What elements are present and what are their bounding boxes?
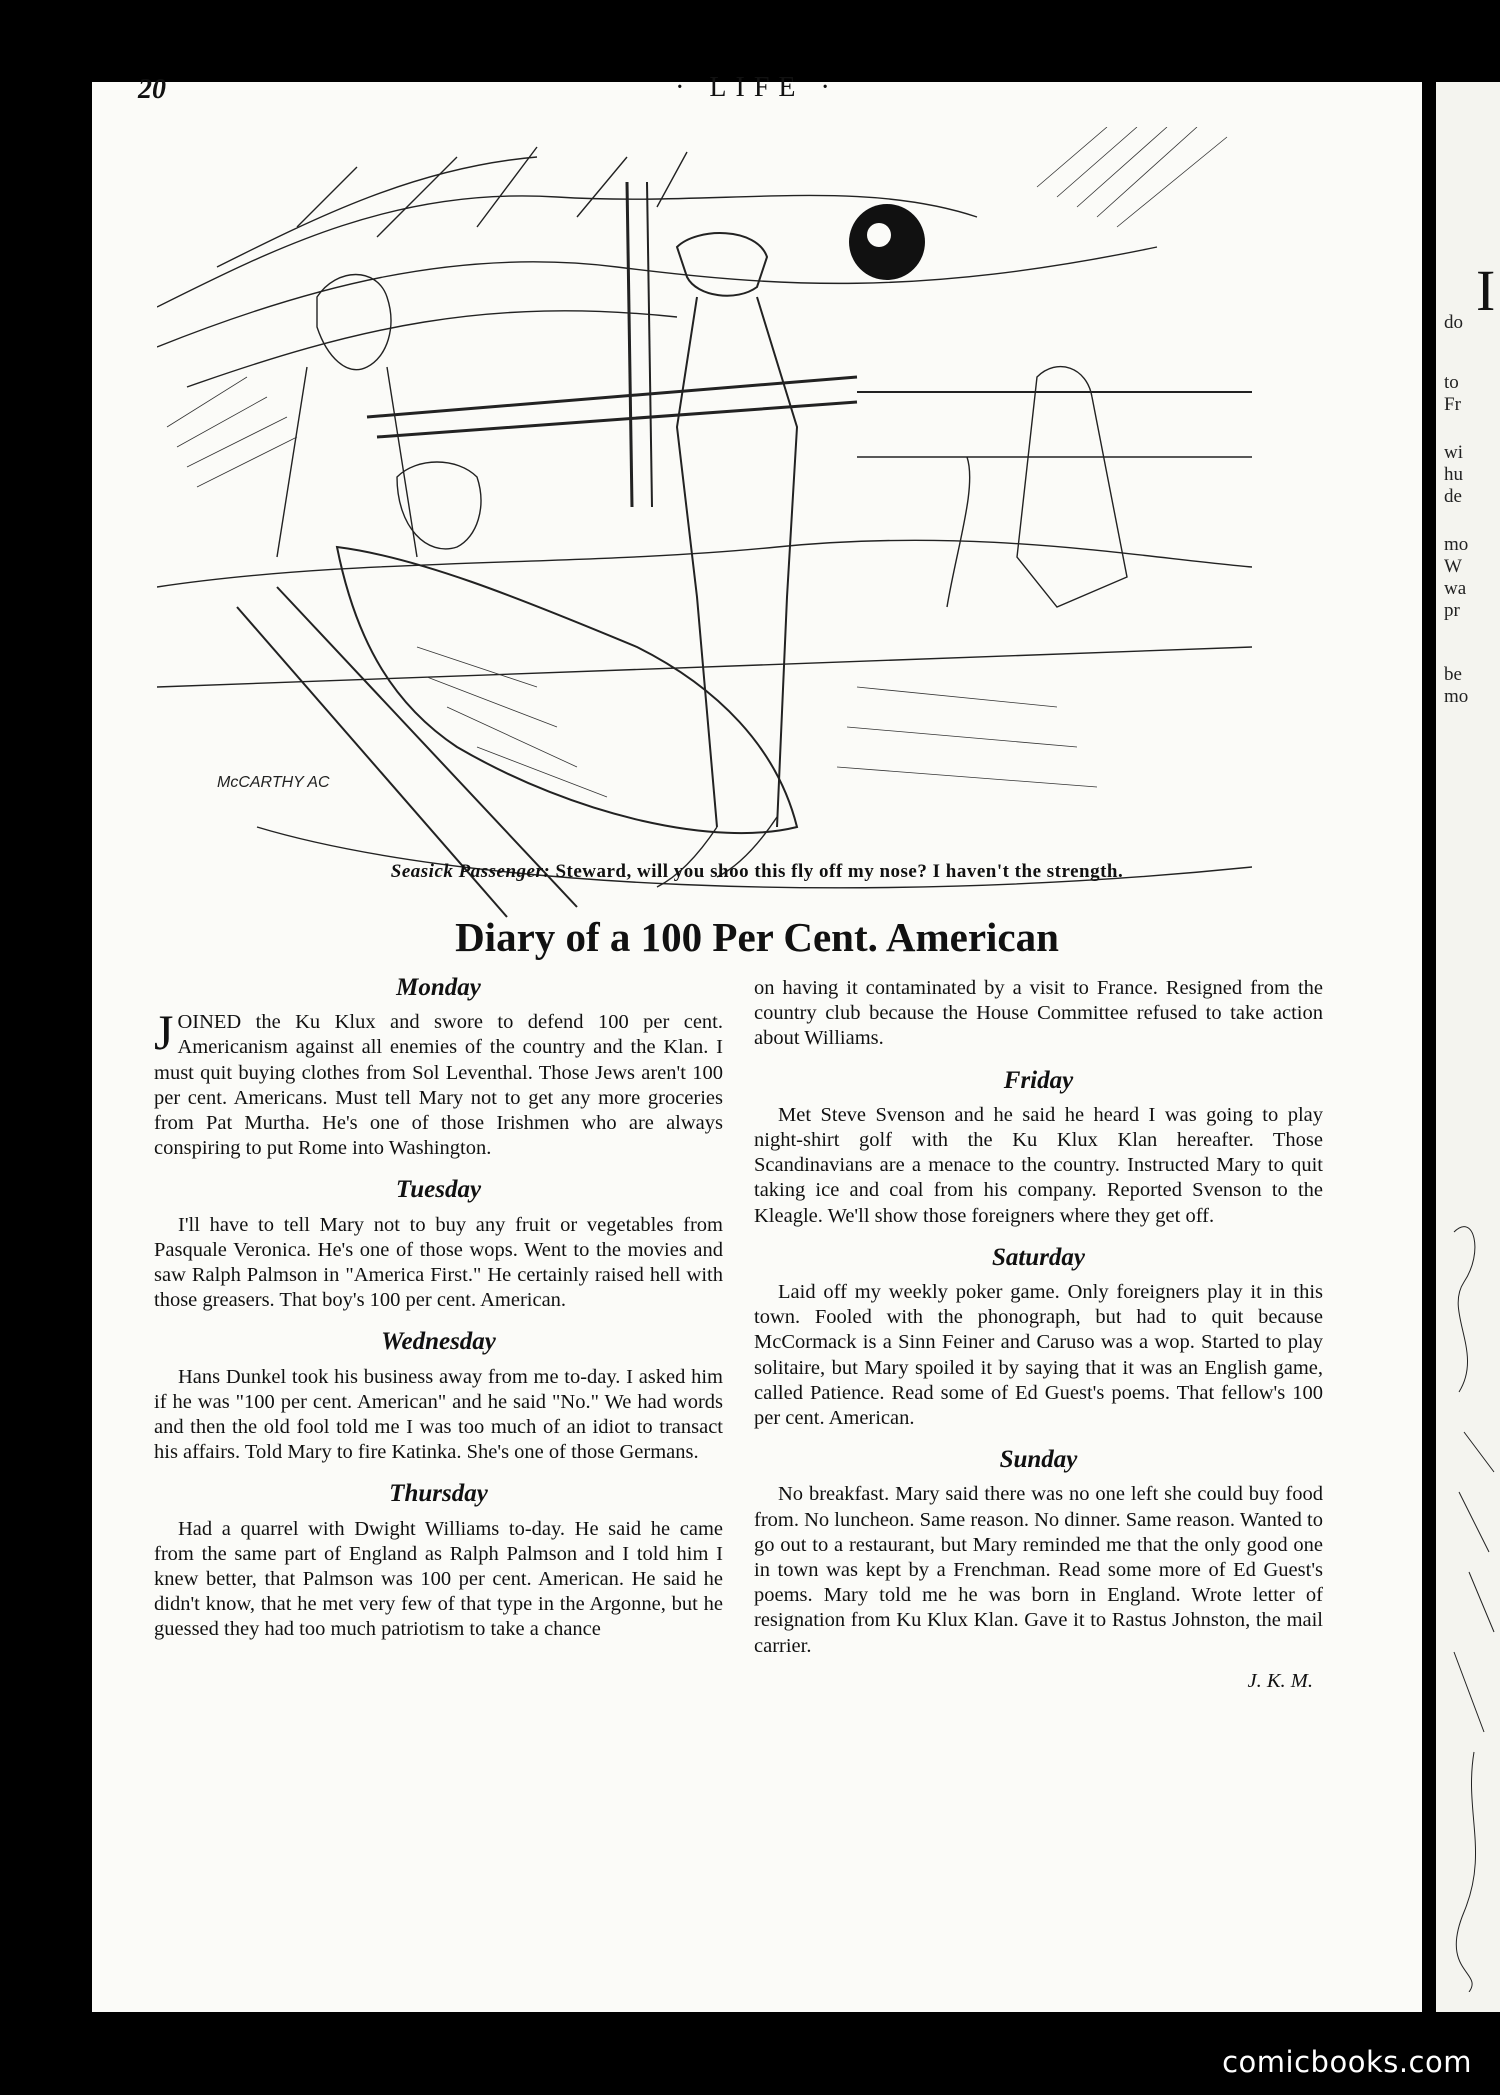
monday-entry xyxy=(154,1004,723,1161)
thursday-continuation: on having it contaminated by a visit to France. Resigned from the country club because the House Committee refused to take action about Williams. xyxy=(754,977,1323,1050)
tuesday-entry: I'll have to tell Mary not to buy any fruit or vegetables from Pasquale Veronica. He's one of those wops. Went to the movies and saw Ralph Palmson in "America First." He certainly raised hell with those greasers. That boy's 100 per cent. American. xyxy=(154,1213,723,1312)
adjacent-page-edge xyxy=(1436,82,1500,2012)
article-title: Diary of a 100 Per Cent. American xyxy=(455,914,1059,960)
cartoon-illustration xyxy=(157,127,1252,937)
adjacent-sketch xyxy=(1444,1132,1500,1992)
saturday-entry: Laid off my weekly poker game. Only foreigners play it in this town. Fooled with the phonograph, but had to quit because McCormack is a Sinn Feiner and Caruso was a wop. Started to play solitaire, but Mary spoiled it by saying that it was an English game, called Patience. Read some of Ed Guest's poems. That fellow's 100 per cent. American. xyxy=(754,1281,1323,1430)
adjacent-fragment: mo xyxy=(1444,534,1469,555)
adjacent-fragment: W xyxy=(1444,556,1462,577)
right-column xyxy=(754,976,1323,1694)
day-heading-friday: Friday xyxy=(1003,1066,1074,1094)
artist-signature: McCARTHY AC xyxy=(217,774,330,791)
day-heading-thursday: Thursday xyxy=(389,1480,488,1508)
drop-cap: J xyxy=(154,1004,174,1061)
day-heading-monday: Monday xyxy=(396,974,481,1001)
cartoon-caption xyxy=(92,861,1422,883)
adjacent-fragment: mo xyxy=(1444,686,1469,707)
adjacent-big-letter: I xyxy=(1476,258,1496,323)
adjacent-fragment: wa xyxy=(1444,578,1467,599)
running-head: · LIFE · xyxy=(675,72,839,103)
adjacent-fragment: hu xyxy=(1444,464,1463,485)
caption-text: Steward, will you shoo this fly off my nose? I haven't the strength. xyxy=(555,861,1124,882)
ship-deck-drawing xyxy=(157,127,1252,937)
day-heading-saturday: Saturday xyxy=(991,1243,1086,1271)
watermark: comicbooks.com xyxy=(1222,2045,1472,2079)
adjacent-fragment: to xyxy=(1444,372,1459,393)
friday-entry: Met Steve Svenson and he said he heard I was going to play night-shirt golf with the Ku Klux Klan hereafter. Those Scandinavians are a menace to the country. Instructed Mary to quit taking ice and coal from his company. Reported Svenson to the Kleagle. We'll show those foreigners where they get off. xyxy=(754,1103,1323,1227)
adjacent-fragment: de xyxy=(1444,486,1462,507)
day-heading-sunday: Sunday xyxy=(999,1446,1078,1474)
day-heading-wednesday: Wednesday xyxy=(381,1328,496,1356)
day-heading-tuesday: Tuesday xyxy=(395,1176,482,1204)
adjacent-fragment: wi xyxy=(1444,442,1463,463)
left-column xyxy=(154,975,723,1643)
author-initials: J. K. M. xyxy=(1247,1669,1313,1692)
page-number: 20 xyxy=(138,74,166,105)
adjacent-fragment: Fr xyxy=(1444,394,1461,415)
caption-speaker: Seasick Passenger: xyxy=(390,861,551,882)
adjacent-fragment: pr xyxy=(1444,600,1460,621)
adjacent-fragment: do xyxy=(1444,312,1463,333)
wednesday-entry: Hans Dunkel took his business away from me to-day. I asked him if he was "100 per cent. American" and he said "No." We had words and then the old fool told me I was too much of an idiot to transact his affairs. Told Mary to fire Katinka. She's one of those Germans. xyxy=(154,1365,723,1464)
magazine-page xyxy=(92,72,1422,2012)
sunday-entry: No breakfast. Mary said there was no one left she could buy food from. No luncheon. Same reason. No dinner. Same reason. Wanted to go out to a restaurant, but Mary reminded me that the only good one in town was kept by a Frenchman. Read some more of Ed Guest's poems. Mary told me he was born in England. Wrote letter of resignation from Ku Klux Klan. Gave it to Rastus Johnston, the mail carrier. xyxy=(754,1483,1323,1657)
thursday-entry: Had a quarrel with Dwight Williams to-day. He said he came from the same part of England as Ralph Palmson and I told him I knew better, that Palmson was 100 per cent. American. He said he didn't know, that he met very few of that type in the Argonne, but he guessed they had too much patriotism to take a chance xyxy=(154,1517,723,1641)
adjacent-fragment: be xyxy=(1444,664,1462,685)
monday-text: OINED the Ku Klux and swore to defend 100 per cent. Americanism against all enemies of the country and the Klan. I must quit buying clothes from Sol Leventhal. Those Jews aren't 100 per cent. Americans. Must tell Mary not to get any more groceries from Pat Murtha. He's one of those Irishmen who are always conspiring to put Rome into Washington. xyxy=(154,1011,723,1160)
